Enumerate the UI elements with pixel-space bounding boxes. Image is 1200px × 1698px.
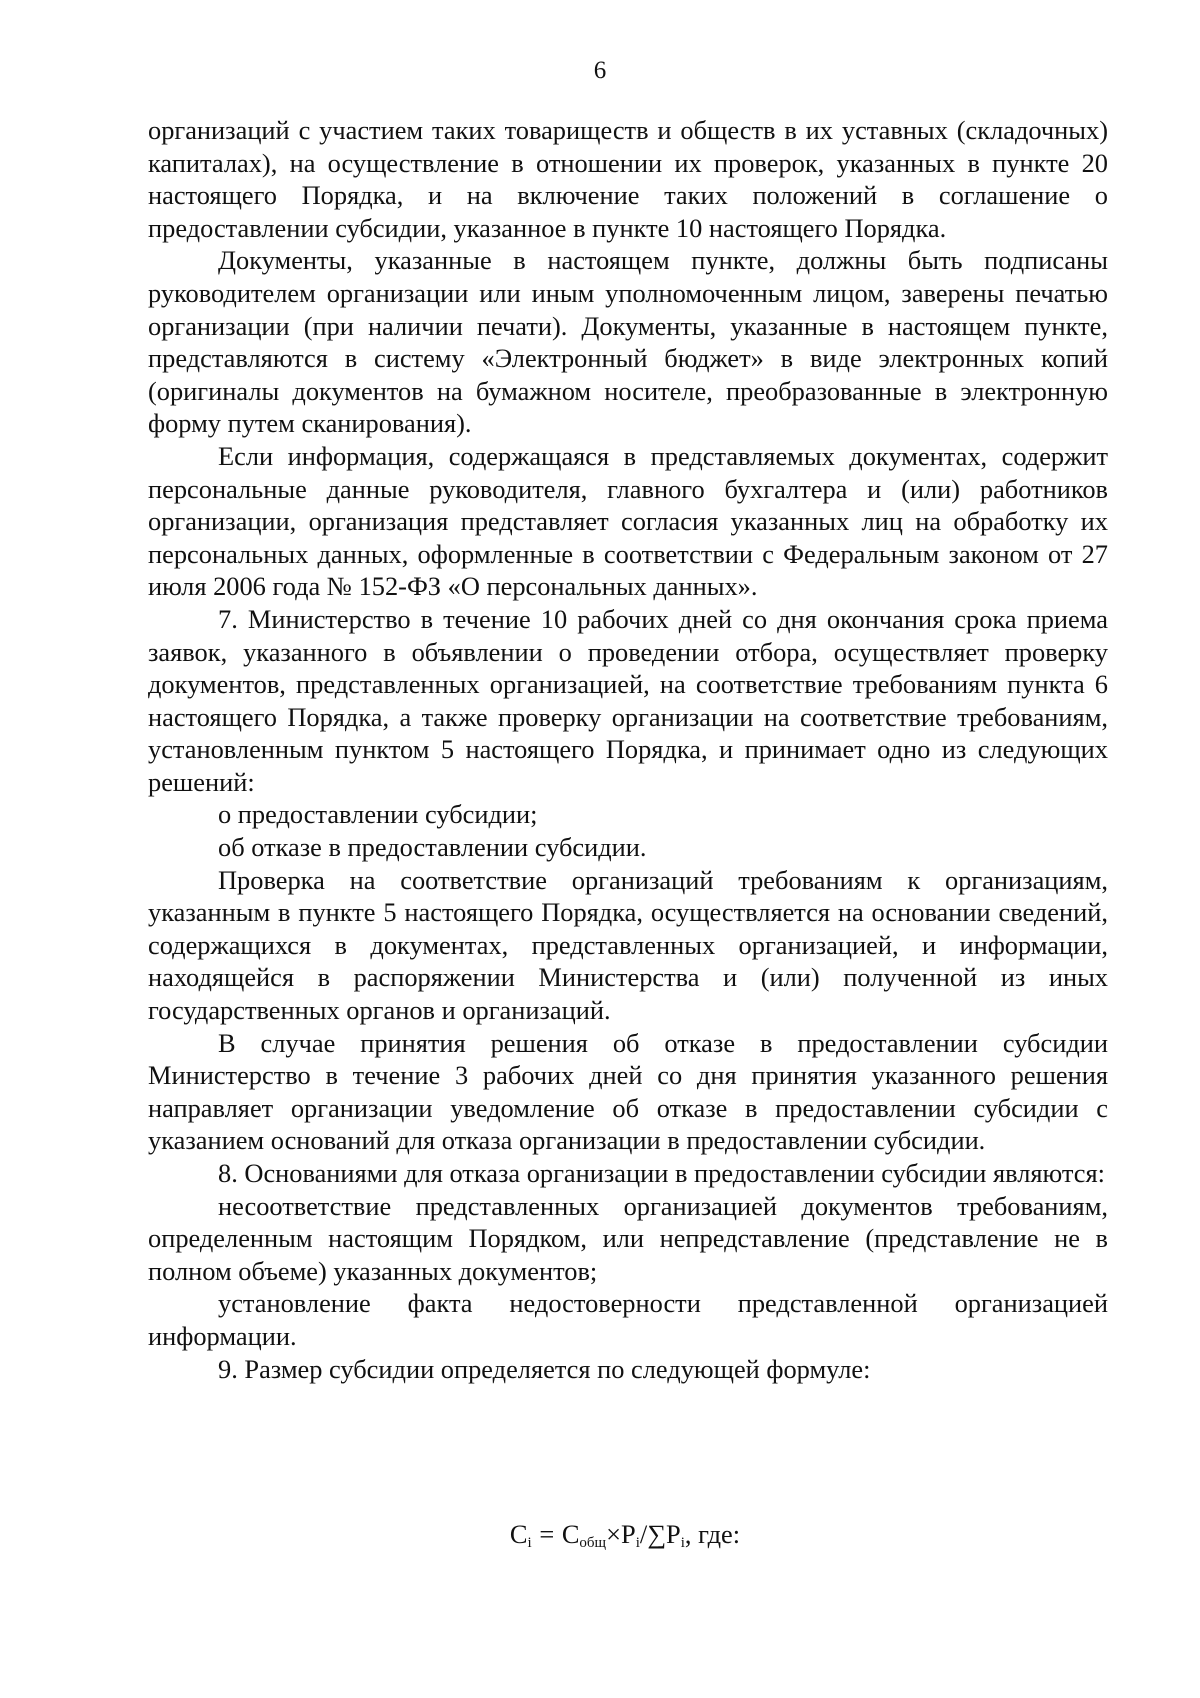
formula-term3-sub: i xyxy=(680,1535,685,1551)
formula-term2: P xyxy=(621,1519,636,1549)
formula-equals: = xyxy=(539,1519,555,1549)
page-number: 6 xyxy=(593,57,607,84)
formula-sum: ∑ xyxy=(647,1519,667,1549)
paragraph-verification: Проверка на соответствие организаций требованиям к организациям, указанным в пункте 5 настоящего Порядка, осуществляется на основании сведений, содержащихся в документах, представленных организацией, и информации, находящейся в распоряжении Министерства и (или) полученной из иных государственных органов и организаций. xyxy=(148,864,1108,1026)
formula-term1: C xyxy=(561,1519,580,1549)
paragraph-decision-grant: о предоставлении субсидии; xyxy=(218,799,538,830)
paragraph-continuation: организаций с участием таких товариществ и обществ в их уставных (складочных) капиталах), на осуществление в отношении их проверок, указанных в пункте 20 настоящего Порядка, и на включение таких положений в соглашение о предоставлении субсидии, указанное в пункте 10 настоящего Порядка. xyxy=(148,115,1108,243)
formula-times: × xyxy=(606,1519,621,1549)
paragraph-item-8: 8. Основаниями для отказа организации в предоставлении субсидии являются: xyxy=(218,1158,1105,1188)
paragraph-decision-refuse: об отказе в предоставлении субсидии. xyxy=(218,832,647,863)
paragraph-refusal-notice: В случае принятия решения об отказе в предоставлении субсидии Министерство в течение 3 рабочих дней со дня принятия указанного решения направляет организации уведомление об отказе в предоставлении субсидии с указанием оснований для отказа организации в предоставлении субсидии. xyxy=(148,1027,1108,1156)
paragraph-item-9: 9. Размер субсидии определяется по следующей формуле: xyxy=(218,1353,871,1384)
formula-term3: P xyxy=(666,1519,681,1549)
formula-lhs: C xyxy=(509,1519,528,1549)
paragraph-ground-unreliable: установление факта недостоверности представленной организацией информации. xyxy=(148,1288,1108,1351)
paragraph-personal-data: Если информация, содержащаяся в представляемых документах, содержит персональные данные руководителя, главного бухгалтера и (или) работников организации, организация представляет согласия указанных лиц на обработку их персональных данных, оформленные в соответствии с Федеральным законом от 27 июля 2006 года № 152-ФЗ «О персональных данных». xyxy=(148,440,1108,602)
formula-lhs-sub: i xyxy=(527,1535,532,1551)
formula-divide: / xyxy=(639,1519,648,1549)
paragraph-item-7: 7. Министерство в течение 10 рабочих дней со дня окончания срока приема заявок, указанного в объявлении о проведении отбора, осуществляет проверку документов, представленных организацией, на соответствие требованиям пункта 6 настоящего Порядка, а также проверку организации на соответствие требованиям, установленным пунктом 5 настоящего Порядка, и принимает одно из следующих решений: xyxy=(148,603,1108,797)
paragraph-ground-nonconformity: несоответствие представленных организацией документов требованиям, определенным настоящим Порядком, или непредставление (представление не в полном объеме) указанных документов; xyxy=(148,1190,1108,1286)
subsidy-formula xyxy=(0,1518,1200,1550)
formula-term1-sub: общ xyxy=(579,1535,607,1551)
formula-tail: , где: xyxy=(684,1519,741,1549)
paragraph-documents-signature: Документы, указанные в настоящем пункте, должны быть подписаны руководителем организации или иным уполномоченным лицом, заверены печатью организации (при наличии печати). Документы, указанные в настоящем пункте, представляются в систему «Электронный бюджет» в виде электронных копий (оригиналы документов на бумажном носителе, преобразованные в электронную форму путем сканирования). xyxy=(148,245,1108,439)
body-text xyxy=(148,114,1108,1385)
formula-term2-sub: i xyxy=(635,1535,640,1551)
